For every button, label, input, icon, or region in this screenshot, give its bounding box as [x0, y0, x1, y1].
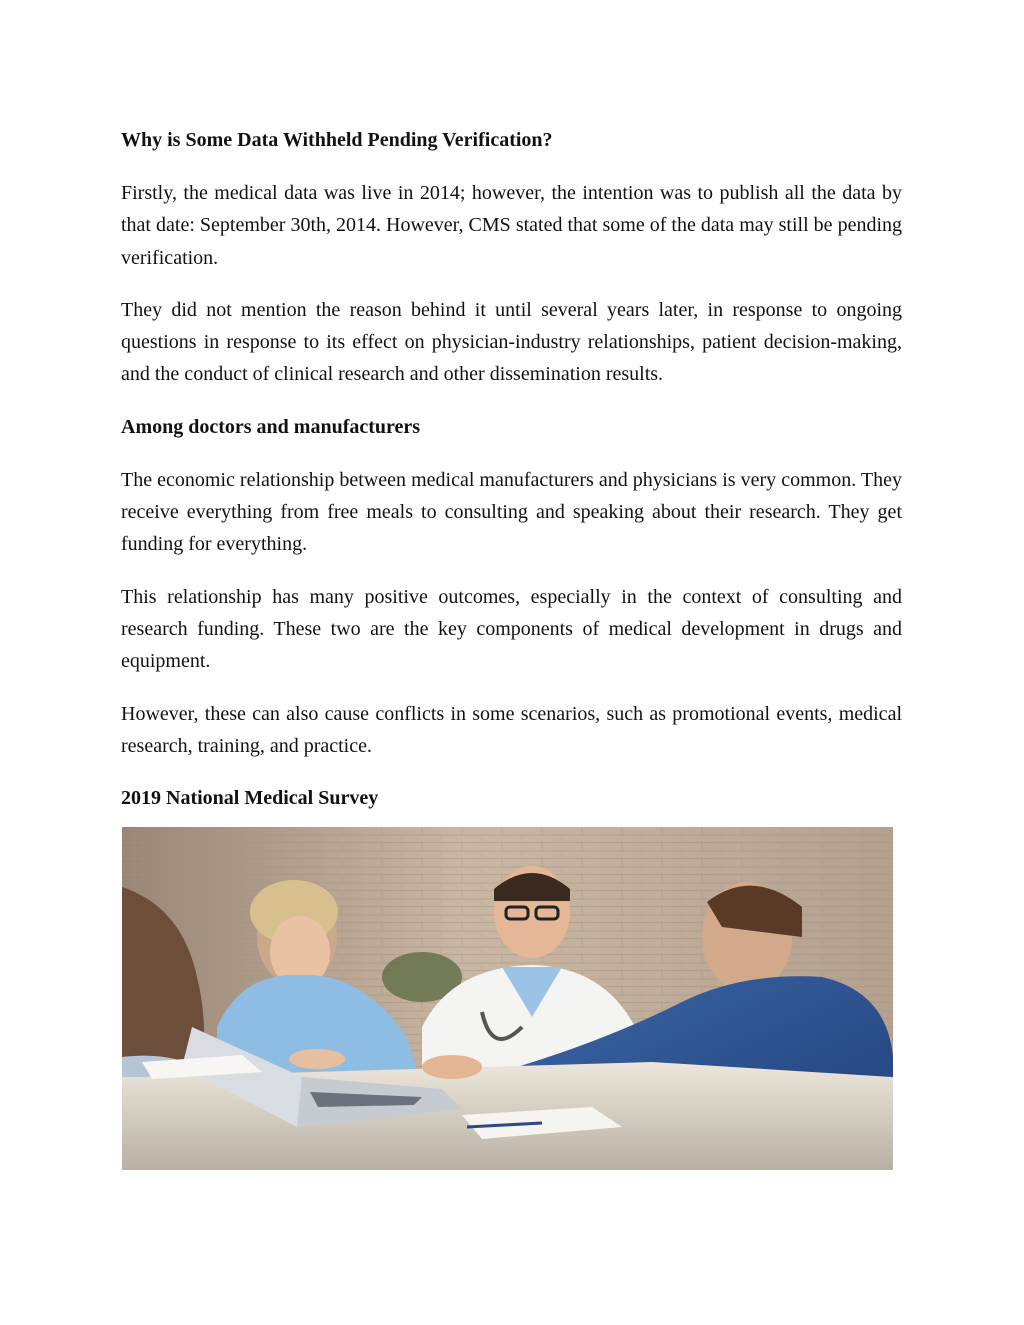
paragraph: They did not mention the reason behind it until several years later, in response to ongoing questions in response to its effect on physician-industry relationships, patient decision-making, and the conduct of clinical research and other dissemination results.: [121, 298, 902, 386]
paragraph: This relationship has many positive outcomes, especially in the context of consulting and research funding. These two are the key components of medical development in drugs and equipment.: [121, 585, 902, 673]
paragraph: However, these can also cause conflicts in some scenarios, such as promotional events, medical research, training, and practice.: [121, 702, 902, 757]
meeting-photo: [122, 827, 893, 1170]
section-heading: 2019 National Medical Survey: [121, 787, 379, 810]
paragraph: Firstly, the medical data was live in 2014; however, the intention was to publish all the data by that date: September 30th, 2014. However, CMS stated that some of the data may still be pending verification.: [121, 182, 902, 269]
paragraph: The economic relationship between medical manufacturers and physicians is very common. They receive everything from free meals to consulting and speaking about their research. They get funding for everything.: [121, 468, 902, 556]
section-heading: Among doctors and manufacturers: [121, 415, 421, 438]
document-content: [121, 124, 902, 835]
section-heading: Why is Some Data Withheld Pending Verification?: [121, 129, 553, 151]
